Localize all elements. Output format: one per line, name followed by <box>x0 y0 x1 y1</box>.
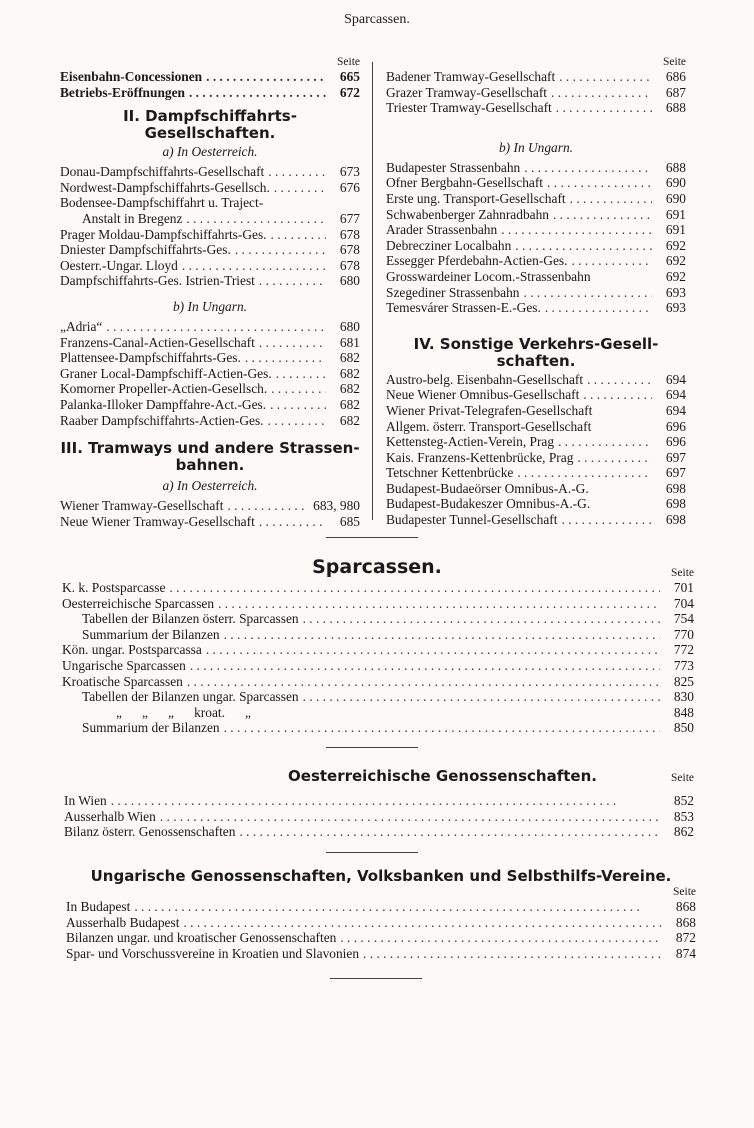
section-heading <box>60 440 360 474</box>
toc-entry[interactable]: Oesterreichische Sparcassen . . . 704 <box>62 596 694 612</box>
toc-entry[interactable]: Ungarische Sparcassen . . . 773 <box>62 658 694 674</box>
toc-entry[interactable]: Summarium der Bilanzen . . . 850 <box>62 720 694 736</box>
toc-entry[interactable]: Kroatische Sparcassen . . . 825 <box>62 674 694 690</box>
toc-entry[interactable]: In Budapest . . . 868 <box>66 899 696 915</box>
toc-entry[interactable]: Dampfschiffahrts-Ges. Istrien-Triest . . . 680 <box>60 273 360 289</box>
toc-entry[interactable]: Prager Moldau-Dampfschiffahrts-Ges. . . . 678 <box>60 227 360 243</box>
toc-entry[interactable]: Kettensteg-Actien-Verein, Prag . . . 696 <box>386 434 686 450</box>
divider <box>326 747 418 748</box>
toc-entry[interactable]: Neue Wiener Omnibus-Gesellschaft . . . 694 <box>386 387 686 403</box>
toc-entry[interactable]: „ „ „ kroat. „ 848 <box>116 704 694 720</box>
toc-entry[interactable]: Tabellen der Bilanzen ungar. Sparcassen . . . 830 <box>62 689 694 705</box>
toc-entry[interactable]: Budapest-Budaeörser Omnibus-A.-G. 698 <box>386 480 686 496</box>
toc-entry[interactable]: Bilanzen ungar. und kroatischer Genossenschaften . . . 872 <box>66 930 696 946</box>
column-divider <box>372 62 373 520</box>
oesterr-genossenschaften-title: Oesterreichische Genossenschaften. <box>288 767 597 785</box>
toc-entry[interactable]: Summarium der Bilanzen . . . 770 <box>62 627 694 643</box>
toc-entry[interactable]: In Wien . . . 852 <box>64 793 694 809</box>
toc-entry[interactable]: Nordwest-Dampfschiffahrts-Gesellsch. . . . 676 <box>60 180 360 196</box>
toc-entry[interactable]: Anstalt in Bregenz . . . 677 <box>60 211 360 227</box>
toc-entry[interactable]: Allgem. österr. Transport-Gesellschaft 696 <box>386 418 686 434</box>
toc-entry[interactable]: Schwabenberger Zahnradbahn . . . 691 <box>386 207 686 223</box>
left-column <box>60 55 360 529</box>
toc-entry[interactable]: Bilanz österr. Genossenschaften . . . 862 <box>64 824 694 840</box>
seite-label: Seite <box>673 886 696 898</box>
toc-entry[interactable]: Komorner Propeller-Actien-Gesellsch. . . . 682 <box>60 381 360 397</box>
toc-entry[interactable]: Szegediner Strassenbahn . . . 693 <box>386 285 686 301</box>
toc-entry[interactable]: Oesterr.-Ungar. Lloyd . . . 678 <box>60 258 360 274</box>
toc-entry[interactable]: Budapester Tunnel-Gesellschaft . . . 698 <box>386 512 686 528</box>
section3-a-list <box>60 498 360 529</box>
toc-entry[interactable]: Kais. Franzens-Kettenbrücke, Prag . . . 697 <box>386 450 686 466</box>
section2-b-list <box>60 319 360 428</box>
subsection-heading: a) In Oesterreich. <box>162 144 258 160</box>
toc-entry[interactable]: Temesvárer Strassen-E.-Ges. . . . 693 <box>386 300 686 316</box>
seite-label: Seite <box>663 56 686 68</box>
seite-label: Seite <box>671 772 694 784</box>
toc-entry[interactable]: Budapester Strassenbahn . . . 688 <box>386 160 686 176</box>
section-header-row <box>64 768 694 785</box>
right-b-list <box>386 160 686 316</box>
sparcassen-section <box>62 566 694 736</box>
section-heading-line: schaften. <box>496 351 576 370</box>
toc-entry[interactable]: Neue Wiener Tramway-Gesellschaft . . . 685 <box>60 514 360 530</box>
section4-list <box>386 372 686 528</box>
divider <box>326 852 418 853</box>
toc-entry[interactable]: Bodensee-Dampfschiffahrt u. Traject- <box>60 195 264 211</box>
toc-entry[interactable]: Graner Local-Dampfschiff-Actien-Ges. . . . 682 <box>60 366 360 382</box>
toc-entry[interactable]: Triester Tramway-Gesellschaft . . . 688 <box>386 100 686 116</box>
toc-entry[interactable]: Raaber Dampfschiffahrts-Actien-Ges. . . . 682 <box>60 413 360 429</box>
toc-entry[interactable]: Debrecziner Localbahn . . . 692 <box>386 238 686 254</box>
divider <box>330 978 422 979</box>
toc-entry[interactable]: Ofner Bergbahn-Gesellschaft . . . 690 <box>386 175 686 191</box>
divider <box>326 537 418 538</box>
toc-entry[interactable]: „Adria“ . . . 680 <box>60 319 360 335</box>
toc-entry[interactable]: Budapest-Budakeszer Omnibus-A.-G. 698 <box>386 496 686 512</box>
toc-entry[interactable]: Spar- und Vorschussvereine in Kroatien und Slavonien . . . 874 <box>66 946 696 962</box>
toc-entry[interactable]: Dniester Dampfschiffahrts-Ges. . . . 678 <box>60 242 360 258</box>
right-top-list <box>386 69 686 116</box>
oesterr-genossenschaften-section <box>64 768 694 840</box>
seite-label: Seite <box>671 567 694 579</box>
toc-entry[interactable]: Wiener Privat-Telegrafen-Gesellschaft 694 <box>386 402 686 418</box>
toc-entry[interactable]: Grazer Tramway-Gesellschaft . . . 687 <box>386 85 686 101</box>
toc-entry[interactable]: Ausserhalb Wien . . . 853 <box>64 809 694 825</box>
toc-entry[interactable]: Palanka-Illoker Dampffahre-Act.-Ges. . . . 682 <box>60 397 360 413</box>
toc-entry[interactable]: Donau-Dampfschiffahrts-Gesellschaft . . . 673 <box>60 164 360 180</box>
seite-label: Seite <box>337 56 360 68</box>
toc-entry[interactable]: Wiener Tramway-Gesellschaft . . . 683, 980 <box>60 498 360 514</box>
left-top-list <box>60 69 360 100</box>
toc-entry[interactable]: Arader Strassenbahn . . . 691 <box>386 222 686 238</box>
ungar-genossenschaften-title: Ungarische Genossenschaften, Volksbanken und Selbsthilfs-Vereine. <box>90 867 672 885</box>
toc-entry[interactable]: Betriebs-Eröffnungen . . . 672 <box>60 85 360 101</box>
toc-entry[interactable]: Badener Tramway-Gesellschaft . . . 686 <box>386 69 686 85</box>
toc-entry[interactable]: Essegger Pferdebahn-Actien-Ges. . . . 692 <box>386 253 686 269</box>
toc-entry[interactable]: Erste ung. Transport-Gesellschaft . . . 690 <box>386 191 686 207</box>
toc-entry[interactable]: Plattensee-Dampfschiffahrts-Ges. . . . 682 <box>60 350 360 366</box>
toc-entry[interactable]: Austro-belg. Eisenbahn-Gesellschaft . . . 694 <box>386 372 686 388</box>
ungar-genossenschaften-section <box>66 868 696 961</box>
toc-entry[interactable]: Tabellen der Bilanzen österr. Sparcassen . . . 754 <box>62 611 694 627</box>
subsection-heading: a) In Oesterreich. <box>162 478 258 494</box>
section-heading: II. Dampfschiffahrts-Gesellschaften. <box>123 107 297 143</box>
toc-entry[interactable]: Franzens-Canal-Actien-Gesellschaft . . . 681 <box>60 335 360 351</box>
section-heading-line: bahnen. <box>175 456 245 475</box>
toc-entry[interactable]: Eisenbahn-Concessionen . . . 665 <box>60 69 360 85</box>
subsection-heading: b) In Ungarn. <box>172 298 247 314</box>
toc-entry[interactable]: Ausserhalb Budapest . . . 868 <box>66 915 696 931</box>
toc-entry[interactable]: Tetschner Kettenbrücke . . . 697 <box>386 465 686 481</box>
subsection-heading: b) In Ungarn. <box>498 139 573 155</box>
section-heading-line: IV. Sonstige Verkehrs-Gesell- <box>413 334 659 353</box>
toc-entry[interactable]: K. k. Postsparcasse . . . 701 <box>62 580 694 596</box>
running-head: Sparcassen. <box>344 12 410 27</box>
right-column <box>386 55 686 528</box>
section2-a-list <box>60 164 360 289</box>
section-heading <box>386 336 686 370</box>
toc-entry[interactable]: Kön. ungar. Postsparcassa . . . 772 <box>62 642 694 658</box>
section-heading-line: III. Tramways und andere Strassen- <box>60 439 360 458</box>
sparcassen-title: Sparcassen. <box>312 556 442 578</box>
toc-entry[interactable]: Grosswardeiner Locom.-Strassenbahn 692 <box>386 268 686 284</box>
